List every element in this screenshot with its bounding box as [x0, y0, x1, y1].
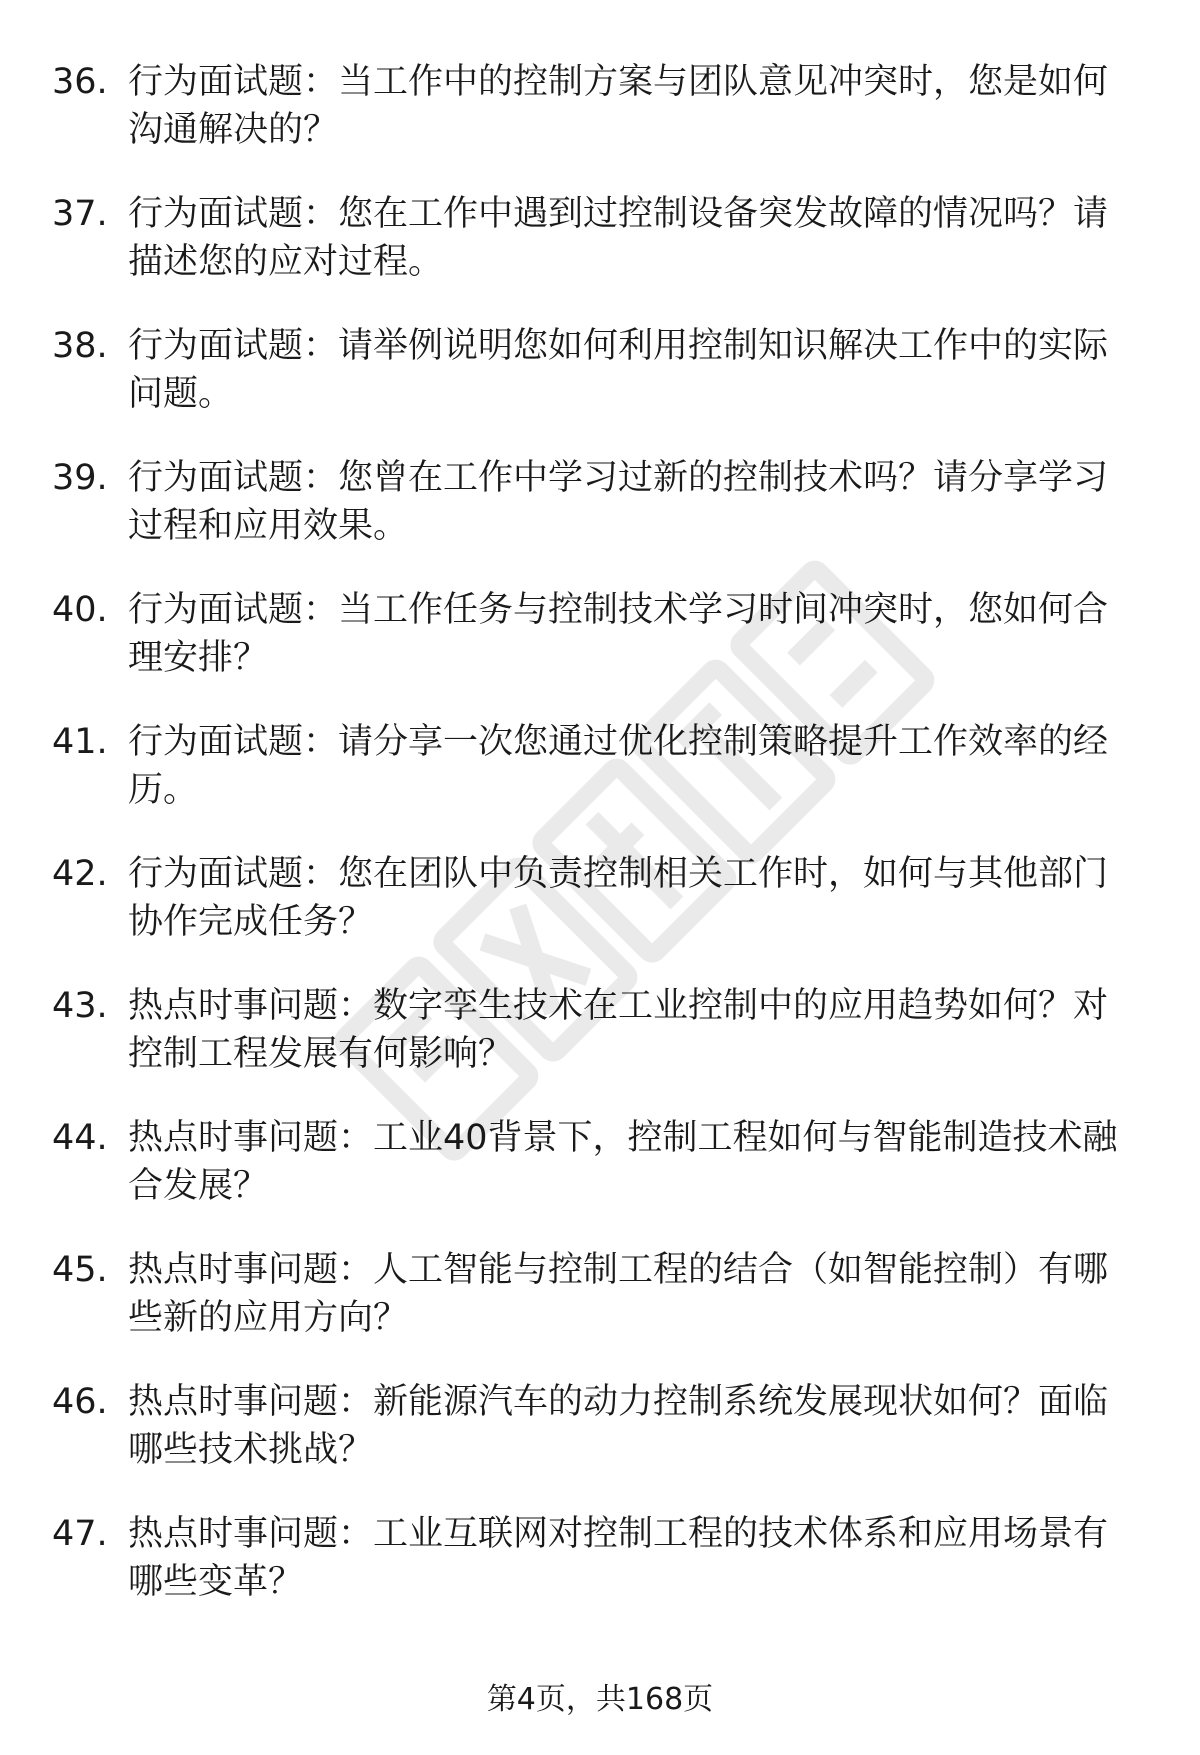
- question-number: 37.: [52, 194, 108, 234]
- question-text: [128, 1510, 1153, 1606]
- question-text-line: 些新的应用方向？: [128, 1298, 409, 1338]
- question-text: [128, 454, 1153, 550]
- question-text-line: 行为面试题：当工作任务与控制技术学习时间冲突时，您如何合: [128, 590, 1109, 630]
- question-list: [0, 58, 1200, 1642]
- question-number: 42.: [52, 854, 108, 894]
- question-text: [128, 586, 1153, 682]
- question-number: 45.: [52, 1250, 108, 1290]
- question-item: [0, 982, 1200, 1114]
- question-number: 40.: [52, 590, 108, 630]
- question-text: [128, 1246, 1153, 1342]
- question-text: [128, 190, 1153, 286]
- question-text-line: 热点时事问题：工业互联网对控制工程的技术体系和应用场景有: [128, 1514, 1109, 1554]
- question-text-line: 描述您的应对过程。: [128, 242, 444, 282]
- question-number: 41.: [52, 722, 108, 762]
- question-item: [0, 190, 1200, 322]
- question-text-line: 协作完成任务？: [128, 902, 374, 942]
- question-text: [128, 982, 1153, 1078]
- question-text-line: 历。: [128, 770, 199, 810]
- question-text-line: 过程和应用效果。: [128, 506, 409, 546]
- question-item: [0, 1114, 1200, 1246]
- question-text-line: 行为面试题：请举例说明您如何利用控制知识解决工作中的实际: [128, 326, 1109, 366]
- question-text-line: 行为面试题：您曾在工作中学习过新的控制技术吗？请分享学习: [128, 458, 1109, 498]
- question-number: 39.: [52, 458, 108, 498]
- question-text-line: 控制工程发展有何影响？: [128, 1034, 514, 1074]
- question-item: [0, 718, 1200, 850]
- question-text-line: 行为面试题：您在工作中遇到过控制设备突发故障的情况吗？请: [128, 194, 1109, 234]
- question-number: 46.: [52, 1382, 108, 1422]
- question-item: [0, 1378, 1200, 1510]
- question-text: [128, 1114, 1153, 1210]
- question-text-line: 合发展？: [128, 1166, 269, 1206]
- question-text-line: 哪些技术挑战？: [128, 1430, 374, 1470]
- page-footer: 第4页，共168页: [486, 1682, 714, 1717]
- question-item: [0, 58, 1200, 190]
- question-text-line: 问题。: [128, 374, 234, 414]
- question-number: 47.: [52, 1514, 108, 1554]
- question-number: 36.: [52, 62, 108, 102]
- question-text-line: 沟通解决的？: [128, 110, 339, 150]
- question-item: [0, 586, 1200, 718]
- question-text-line: 行为面试题：您在团队中负责控制相关工作时，如何与其他部门: [128, 854, 1109, 894]
- question-item: [0, 1246, 1200, 1378]
- question-item: [0, 454, 1200, 586]
- question-text-line: 热点时事问题：人工智能与控制工程的结合（如智能控制）有哪: [128, 1250, 1109, 1290]
- question-text-line: 行为面试题：请分享一次您通过优化控制策略提升工作效率的经: [128, 722, 1109, 762]
- question-text-line: 哪些变革？: [128, 1562, 304, 1602]
- question-text: [128, 1378, 1153, 1474]
- question-text: [128, 850, 1153, 946]
- question-number: 43.: [52, 986, 108, 1026]
- question-text: [128, 58, 1153, 154]
- question-item: [0, 850, 1200, 982]
- question-text-line: 行为面试题：当工作中的控制方案与团队意见冲突时，您是如何: [128, 62, 1109, 102]
- question-number: 44.: [52, 1118, 108, 1158]
- question-text-line: 热点时事问题：工业40背景下，控制工程如何与智能制造技术融: [128, 1118, 1118, 1158]
- question-text: [128, 322, 1153, 418]
- question-item: [0, 322, 1200, 454]
- question-text-line: 热点时事问题：数字孪生技术在工业控制中的应用趋势如何？对: [128, 986, 1109, 1026]
- question-number: 38.: [52, 326, 108, 366]
- question-item: [0, 1510, 1200, 1642]
- question-text: [128, 718, 1153, 814]
- question-text-line: 热点时事问题：新能源汽车的动力控制系统发展现状如何？面临: [128, 1382, 1109, 1422]
- question-text-line: 理安排？: [128, 638, 269, 678]
